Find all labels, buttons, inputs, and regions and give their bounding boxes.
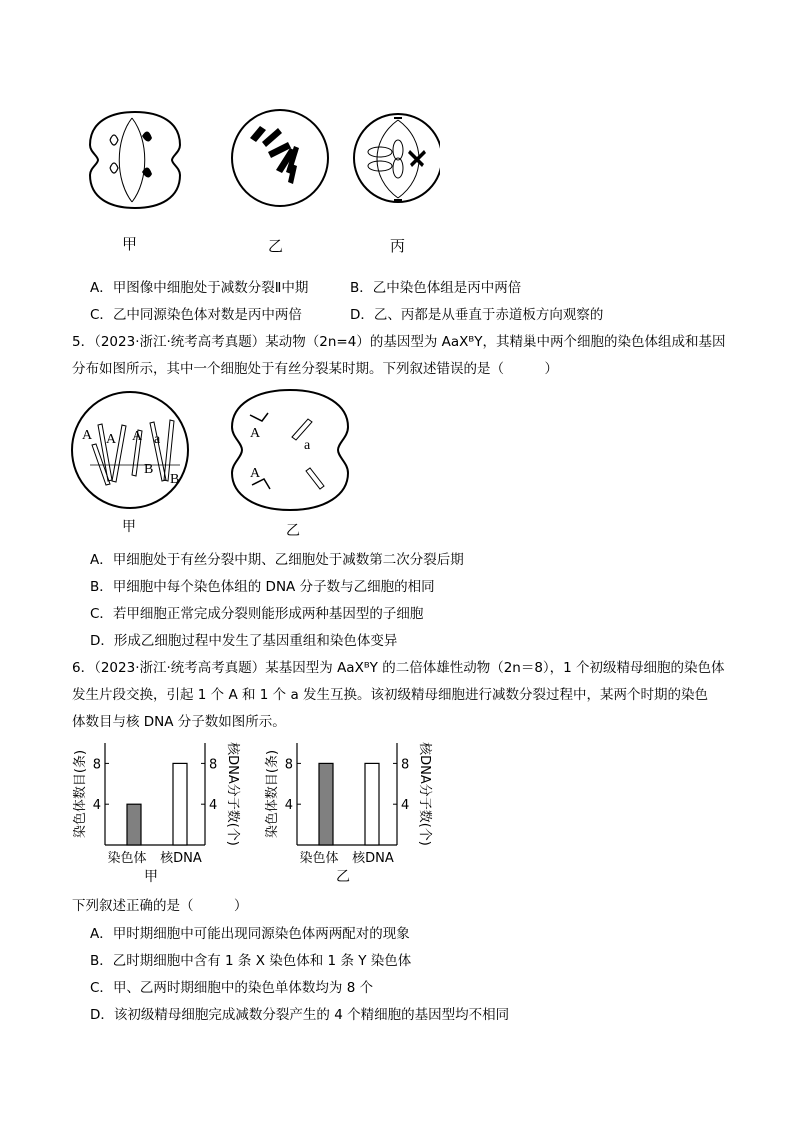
q5-label-yi: 乙 xyxy=(286,523,300,539)
bar-dna xyxy=(365,763,379,845)
cell-yi-q4 xyxy=(232,110,328,206)
category-label: 染色体 xyxy=(299,851,339,866)
q5-gene-A1: A xyxy=(82,428,93,443)
tick-label-left: 4 xyxy=(284,798,293,814)
q6-stem-line3: 体数目与核 DNA 分子数如图所示。 xyxy=(72,714,286,730)
q6-after-chart: 下列叙述正确的是（ ） xyxy=(72,898,248,914)
tick-label-left: 4 xyxy=(92,798,101,814)
q4-label-yi: 乙 xyxy=(268,237,284,255)
q5-figure xyxy=(70,385,360,515)
q5-gene-yi-A2: A xyxy=(250,466,261,481)
category-label: 核DNA xyxy=(160,851,202,866)
q5-gene-yi-A1: A xyxy=(250,426,261,441)
chart-title: 乙 xyxy=(336,869,350,885)
q4-option-d: D．乙、丙都是从垂直于赤道板方向观察的 xyxy=(350,307,604,323)
q4-label-jia: 甲 xyxy=(122,235,138,253)
q4-option-b: B．乙中染色体组是丙中两倍 xyxy=(350,280,522,296)
cell-bing-q4 xyxy=(354,114,440,202)
q5-gene-a1: a xyxy=(154,432,161,447)
q6-option-d: D．该初级精母细胞完成减数分裂产生的 4 个精细胞的基因型均不相同 xyxy=(90,1007,510,1023)
cell-jia-q4 xyxy=(90,112,180,208)
y-axis-label-right: 核DNA分子数(个) xyxy=(225,742,240,846)
q6-charts xyxy=(70,735,440,890)
q6-option-a: A．甲时期细胞中可能出现同源染色体两两配对的现象 xyxy=(90,926,410,942)
q4-option-a: A．甲图像中细胞处于减数分裂Ⅱ中期 xyxy=(90,280,309,296)
tick-label-right: 8 xyxy=(209,757,218,773)
q5-label-jia: 甲 xyxy=(122,519,136,535)
tick-label-right: 8 xyxy=(401,757,410,773)
tick-label-right: 4 xyxy=(209,798,218,814)
category-label: 染色体 xyxy=(107,851,147,866)
bar-dna xyxy=(173,763,187,845)
cell-yi-q5 xyxy=(232,390,348,510)
y-axis-label-right: 核DNA分子数(个) xyxy=(417,742,432,846)
q5-option-a: A．甲细胞处于有丝分裂中期、乙细胞处于减数第二次分裂后期 xyxy=(90,552,464,568)
q5-option-c: C．若甲细胞正常完成分裂则能形成两种基因型的子细胞 xyxy=(90,606,424,622)
q6-option-c: C．甲、乙两时期细胞中的染色单体数均为 8 个 xyxy=(90,980,374,996)
category-label: 核DNA xyxy=(352,851,394,866)
tick-label-left: 8 xyxy=(92,757,101,773)
q5-stem-line1: 5．（2023·浙江·统考高考真题）某动物（2n=4）的基因型为 AaXᴮY，其精巢中两个细胞的染色体组成和基因 xyxy=(72,334,726,350)
y-axis-label-left: 染色体数目(条) xyxy=(265,749,280,839)
q5-gene-B2: B xyxy=(170,472,180,487)
q4-label-bing: 丙 xyxy=(390,237,406,255)
tick-label-left: 8 xyxy=(284,757,293,773)
bar-chromosome xyxy=(319,763,333,845)
y-axis-label-left: 染色体数目(条) xyxy=(73,749,88,839)
chart-title: 甲 xyxy=(144,869,158,885)
q4-option-c: C．乙中同源染色体对数是丙中两倍 xyxy=(90,307,302,323)
tick-label-right: 4 xyxy=(401,798,410,814)
q4-figure xyxy=(80,100,440,220)
q5-gene-B1: B xyxy=(144,462,154,477)
q6-option-b: B．乙时期细胞中含有 1 条 X 染色体和 1 条 Y 染色体 xyxy=(90,953,412,969)
q5-option-b: B．甲细胞中每个染色体组的 DNA 分子数与乙细胞的相同 xyxy=(90,579,435,595)
q6-stem-line2: 发生片段交换，引起 1 个 A 和 1 个 a 发生互换。该初级精母细胞进行减数分裂过程中，某两个时期的染色 xyxy=(72,687,709,703)
q5-option-d: D．形成乙细胞过程中发生了基因重组和染色体变异 xyxy=(90,633,398,649)
q6-stem-line1: 6．（2023·浙江·统考高考真题）某基因型为 AaXᴮY 的二倍体雄性动物（2n＝8），1 个初级精母细胞的染色体 xyxy=(72,660,725,676)
q5-gene-A3: A xyxy=(132,429,143,444)
chart-jia xyxy=(72,742,241,885)
q5-stem-line2: 分布如图所示，其中一个细胞处于有丝分裂某时期。下列叙述错误的是（ ） xyxy=(72,361,558,377)
q5-gene-A2: A xyxy=(106,432,117,447)
chart-yi xyxy=(264,742,433,885)
bar-chromosome xyxy=(127,804,141,845)
q5-gene-yi-a: a xyxy=(304,438,311,453)
